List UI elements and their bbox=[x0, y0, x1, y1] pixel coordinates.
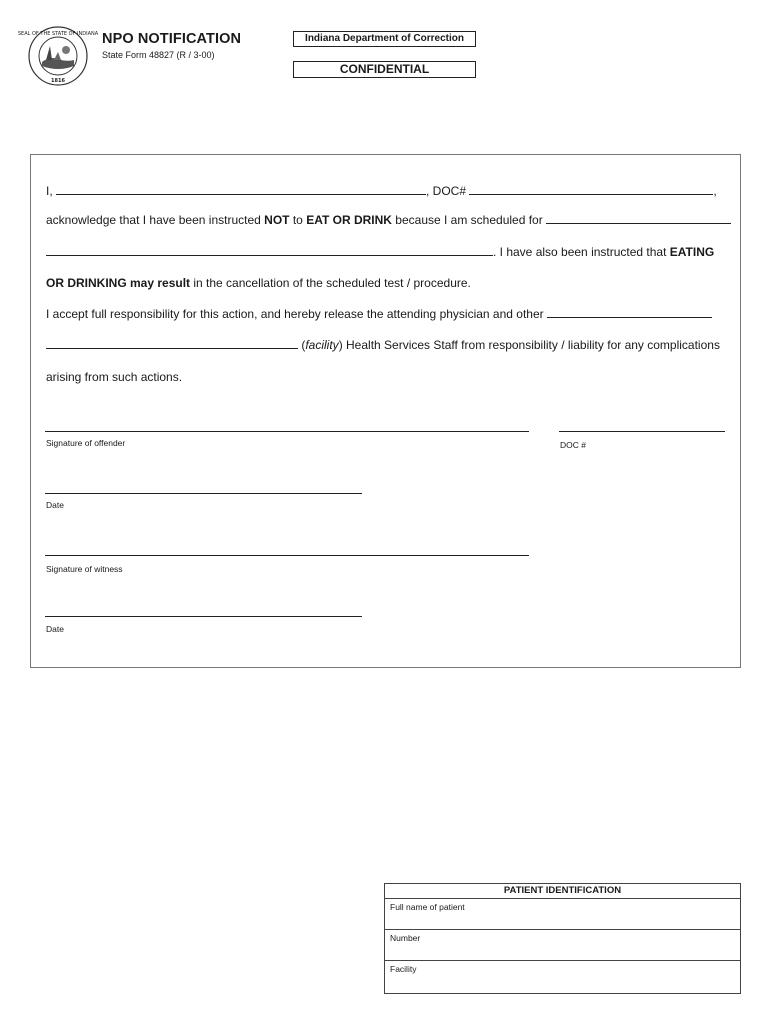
statement-line-4: OR DRINKING may result in the cancellation of the scheduled test / procedure. bbox=[46, 276, 471, 290]
full-name-label: Full name of patient bbox=[390, 902, 465, 912]
scheduled-procedure-field-cont[interactable] bbox=[46, 244, 493, 256]
scheduled-procedure-field[interactable] bbox=[546, 212, 731, 224]
state-seal-icon bbox=[17, 26, 99, 86]
witness-signature-line[interactable] bbox=[45, 555, 529, 556]
full-name-field[interactable] bbox=[385, 899, 740, 930]
doc-number-label: DOC # bbox=[560, 440, 586, 450]
number-label: Number bbox=[390, 933, 421, 943]
offender-name-field[interactable] bbox=[56, 183, 426, 195]
confidential-box: CONFIDENTIAL bbox=[293, 61, 476, 78]
patient-identification-box bbox=[384, 883, 741, 994]
form-number: State Form 48827 (R / 3-00) bbox=[102, 50, 215, 60]
offender-signature-label: Signature of offender bbox=[46, 438, 126, 448]
doc-number-signature-line[interactable] bbox=[559, 431, 725, 432]
facility-label: Facility bbox=[390, 964, 417, 974]
statement-line-5: I accept full responsibility for this action, and hereby release the attending physician and other bbox=[46, 306, 712, 322]
seal-year: 1816 bbox=[51, 78, 65, 84]
statement-box bbox=[30, 154, 741, 668]
number-field[interactable] bbox=[385, 930, 740, 961]
date-label-2: Date bbox=[46, 624, 64, 634]
date-line-2[interactable] bbox=[45, 616, 362, 617]
facility-name-field[interactable] bbox=[547, 306, 712, 318]
statement-line-7: arising from such actions. bbox=[46, 370, 183, 384]
facility-field[interactable] bbox=[385, 961, 740, 992]
statement-line-6: (facility) Health Services Staff from responsibility / liability for any complications bbox=[46, 337, 720, 353]
statement-line-3: . I have also been instructed that EATING bbox=[46, 244, 714, 260]
witness-signature-label: Signature of witness bbox=[46, 564, 123, 574]
doc-number-field[interactable] bbox=[469, 183, 713, 195]
statement-line-2: acknowledge that I have been instructed NOT to EAT OR DRINK because I am scheduled for bbox=[46, 212, 731, 228]
offender-signature-line[interactable] bbox=[45, 431, 529, 432]
department-box: Indiana Department of Correction bbox=[293, 31, 476, 47]
facility-name-field-cont[interactable] bbox=[46, 337, 298, 349]
seal-text: SEAL OF THE STATE OF INDIANA bbox=[17, 31, 99, 37]
form-title: NPO NOTIFICATION bbox=[102, 31, 242, 47]
date-line-1[interactable] bbox=[45, 493, 362, 494]
patient-identification-title: PATIENT IDENTIFICATION bbox=[385, 884, 740, 899]
date-label-1: Date bbox=[46, 500, 64, 510]
statement-line-1: I, , DOC# , bbox=[46, 184, 717, 198]
